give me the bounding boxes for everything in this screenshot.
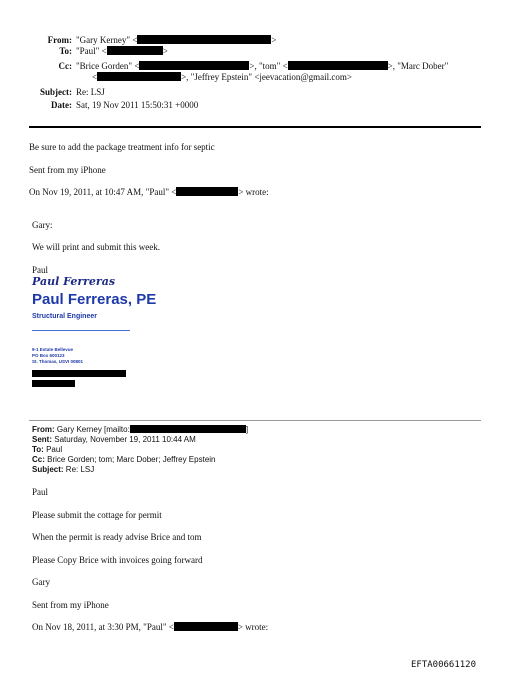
orig-cc-row [32, 455, 216, 464]
orig-to-row [32, 445, 62, 454]
orig-line-permit: When the permit is ready advise Brice and tom [32, 532, 202, 542]
date-label: Date: [51, 100, 72, 110]
orig-from-row [32, 425, 248, 434]
original-message-divider [29, 420, 481, 421]
to-label: To: [59, 46, 72, 56]
cc-text-2: >, "tom" < [249, 61, 288, 71]
to-text: "Paul" < [76, 46, 107, 56]
orig-cc-label: Cc: [32, 455, 45, 464]
orig-sent-label: Sent: [32, 435, 52, 444]
orig-from-value: Gary Kerney [mailto: [56, 425, 130, 434]
redaction-block [97, 72, 181, 81]
redaction-block [32, 370, 126, 377]
redaction-block [174, 622, 238, 631]
orig-quote-intro-text: On Nov 18, 2011, at 3:30 PM, "Paul" < [32, 622, 174, 632]
redaction-block [139, 61, 249, 70]
orig-line-cottage: Please submit the cottage for permit [32, 510, 162, 520]
orig-subject-label: Subject: [32, 465, 64, 474]
redaction-block [130, 425, 249, 434]
subject-value: Re: LSJ [76, 87, 105, 97]
header-divider [29, 126, 481, 128]
subject-label: Subject: [40, 87, 72, 97]
orig-from-close: ] [245, 425, 249, 434]
quote-intro-end: > wrote: [238, 187, 269, 197]
from-text: "Gary Kerney" < [76, 35, 138, 45]
redaction-block [107, 46, 163, 55]
from-close: > [271, 35, 277, 45]
to-value [76, 46, 168, 57]
bates-number: EFTA00661120 [411, 660, 477, 670]
cc-text-1: "Brice Gorden" < [76, 61, 140, 71]
orig-quote-intro-end: > wrote: [237, 622, 269, 632]
orig-line-invoices: Please Copy Brice with invoices going forward [32, 555, 203, 565]
orig-subject-value: Re: LSJ [65, 465, 95, 474]
signature-name: Paul Ferreras, PE [32, 291, 157, 308]
redaction-block [288, 61, 388, 70]
orig-to-label: To: [32, 445, 44, 454]
signature-script: Paul Ferreras [32, 275, 116, 288]
orig-sent-from-iphone: Sent from my iPhone [32, 600, 109, 610]
body-line-septic: Be sure to add the package treatment info for septic [29, 142, 215, 152]
body-line-print: We will print and submit this week. [32, 242, 161, 252]
orig-sent-row [32, 435, 196, 444]
orig-sent-value: Saturday, November 19, 2011 10:44 AM [54, 435, 196, 444]
orig-salutation: Paul [32, 487, 49, 497]
address-line-3: St. Thomas, USVI 00801 [32, 359, 84, 364]
redaction-block [176, 187, 238, 196]
orig-from-label: From: [32, 425, 55, 434]
cc-value-line2 [92, 72, 352, 83]
cc-value-line1 [76, 61, 448, 72]
quote-intro-text: On Nov 19, 2011, at 10:47 AM, "Paul" < [29, 187, 177, 197]
address-line-1: 9-1 Estate Bellevue [32, 347, 74, 352]
orig-subject-row [32, 465, 94, 474]
signature-divider [32, 330, 130, 331]
sent-from-iphone: Sent from my iPhone [29, 165, 106, 175]
sign-off: Paul [32, 265, 49, 275]
date-value: Sat, 19 Nov 2011 15:50:31 +0000 [76, 100, 199, 110]
to-close: > [162, 46, 168, 56]
greeting: Gary: [32, 220, 53, 230]
quote-intro [29, 187, 269, 198]
orig-quote-intro [32, 622, 268, 633]
cc-text-3: >, "Marc Dober" [387, 61, 449, 71]
cc-text-5: >, "Jeffrey Epstein" <jeevacation@gmail.com> [181, 72, 352, 82]
redaction-block [32, 380, 75, 387]
signature-title: Structural Engineer [32, 313, 97, 320]
cc-text-4: < [92, 72, 98, 82]
from-value [76, 35, 276, 46]
orig-cc-value: Brice Gorden; tom; Marc Dober; Jeffrey Epstein [47, 455, 216, 464]
redaction-block [137, 35, 271, 44]
from-label: From: [47, 35, 72, 45]
address-line-2: PO Box 600123 [32, 353, 65, 358]
cc-label: Cc: [58, 61, 72, 71]
orig-sign-off: Gary [32, 577, 50, 587]
orig-to-value: Paul [46, 445, 63, 454]
